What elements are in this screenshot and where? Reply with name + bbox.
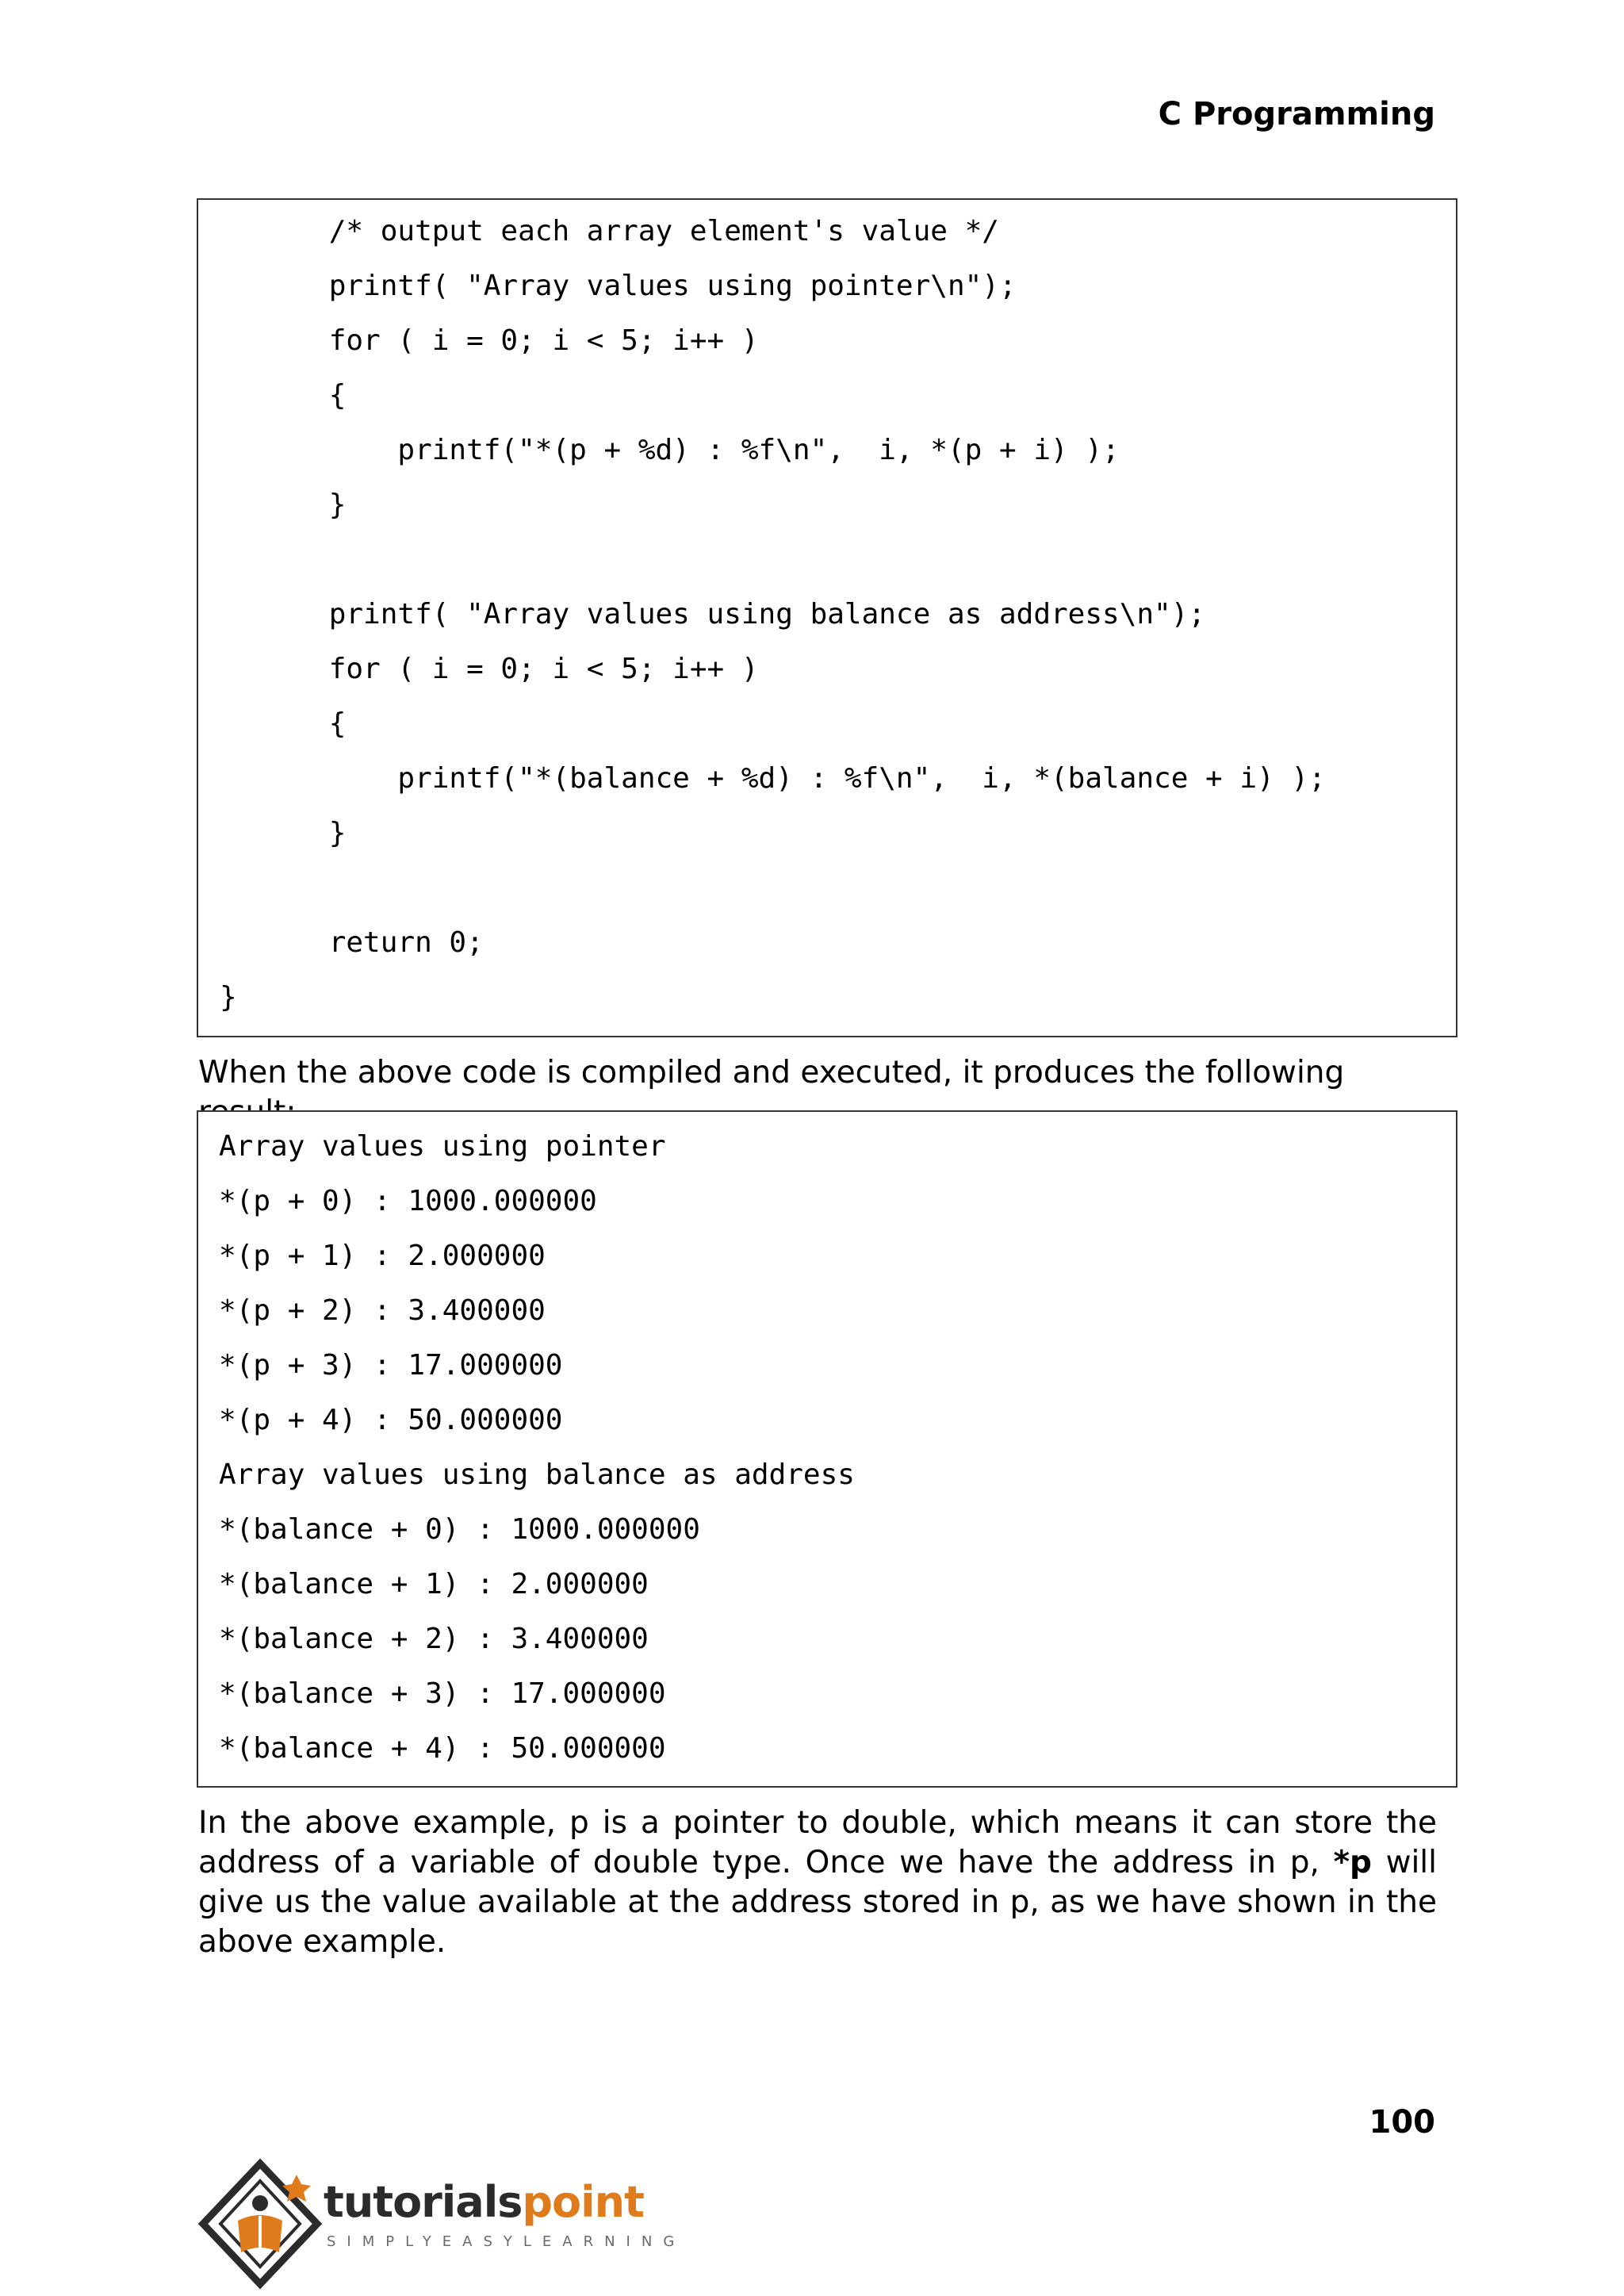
code-line: return 0; — [260, 926, 484, 959]
output-line: *(p + 1) : 2.000000 — [219, 1240, 546, 1272]
explanation-text-part-2: will give us the value available at the address stored in p, as we have shown in the above example. — [198, 1845, 1437, 1960]
output-line: *(p + 4) : 50.000000 — [219, 1404, 563, 1436]
output-line: Array values using balance as address — [219, 1458, 855, 1491]
program-output-block — [197, 1110, 1457, 1788]
code-line: } — [260, 817, 347, 849]
explanation-text-part-1: In the above example, p is a pointer to double, which means it can store the address of a variable of double type. Once we have the address in p, — [198, 1805, 1437, 1880]
logo-diamond-icon — [197, 2157, 324, 2292]
output-line: Array values using pointer — [219, 1130, 666, 1163]
code-line: printf("*(p + %d) : %f\n", i, *(p + i) ); — [260, 434, 1120, 466]
code-line: { — [260, 379, 347, 412]
output-line: *(balance + 4) : 50.000000 — [219, 1732, 666, 1765]
code-line: for ( i = 0; i < 5; i++ ) — [260, 653, 759, 685]
code-line: printf( "Array values using pointer\n"); — [260, 270, 1017, 302]
logo-wordmark — [324, 2175, 644, 2230]
output-line: *(p + 2) : 3.400000 — [219, 1294, 546, 1327]
logo-text-tutorials: tutorials — [324, 2177, 523, 2227]
output-line: *(balance + 0) : 1000.000000 — [219, 1513, 700, 1546]
logo-text-point: point — [522, 2177, 644, 2227]
output-line: *(p + 0) : 1000.000000 — [219, 1185, 597, 1217]
code-line: { — [260, 707, 347, 740]
code-line: printf( "Array values using balance as address\n"); — [260, 598, 1206, 631]
output-line: *(balance + 1) : 2.000000 — [219, 1568, 649, 1600]
code-line: /* output each array element's value */ — [260, 215, 999, 247]
source-code-block — [197, 198, 1457, 1037]
page-header-title: C Programming — [1158, 96, 1435, 132]
code-line: } — [220, 981, 237, 1014]
code-line: for ( i = 0; i < 5; i++ ) — [260, 324, 759, 357]
output-line: *(balance + 3) : 17.000000 — [219, 1677, 666, 1710]
code-line: } — [260, 489, 347, 521]
output-line: *(p + 3) : 17.000000 — [219, 1349, 563, 1382]
code-line: printf("*(balance + %d) : %f\n", i, *(balance + i) ); — [260, 762, 1326, 795]
pointer-deref-bold: *p — [1333, 1845, 1372, 1880]
explanation-paragraph — [198, 1803, 1437, 1962]
page-number: 100 — [1369, 2104, 1435, 2141]
tutorialspoint-logo — [197, 2157, 686, 2292]
logo-tagline: SIMPLYEASYLEARNING — [327, 2233, 686, 2250]
output-line: *(balance + 2) : 3.400000 — [219, 1623, 649, 1655]
result-intro-text: When the above code is compiled and executed, it produces the following — [198, 1055, 1345, 1091]
